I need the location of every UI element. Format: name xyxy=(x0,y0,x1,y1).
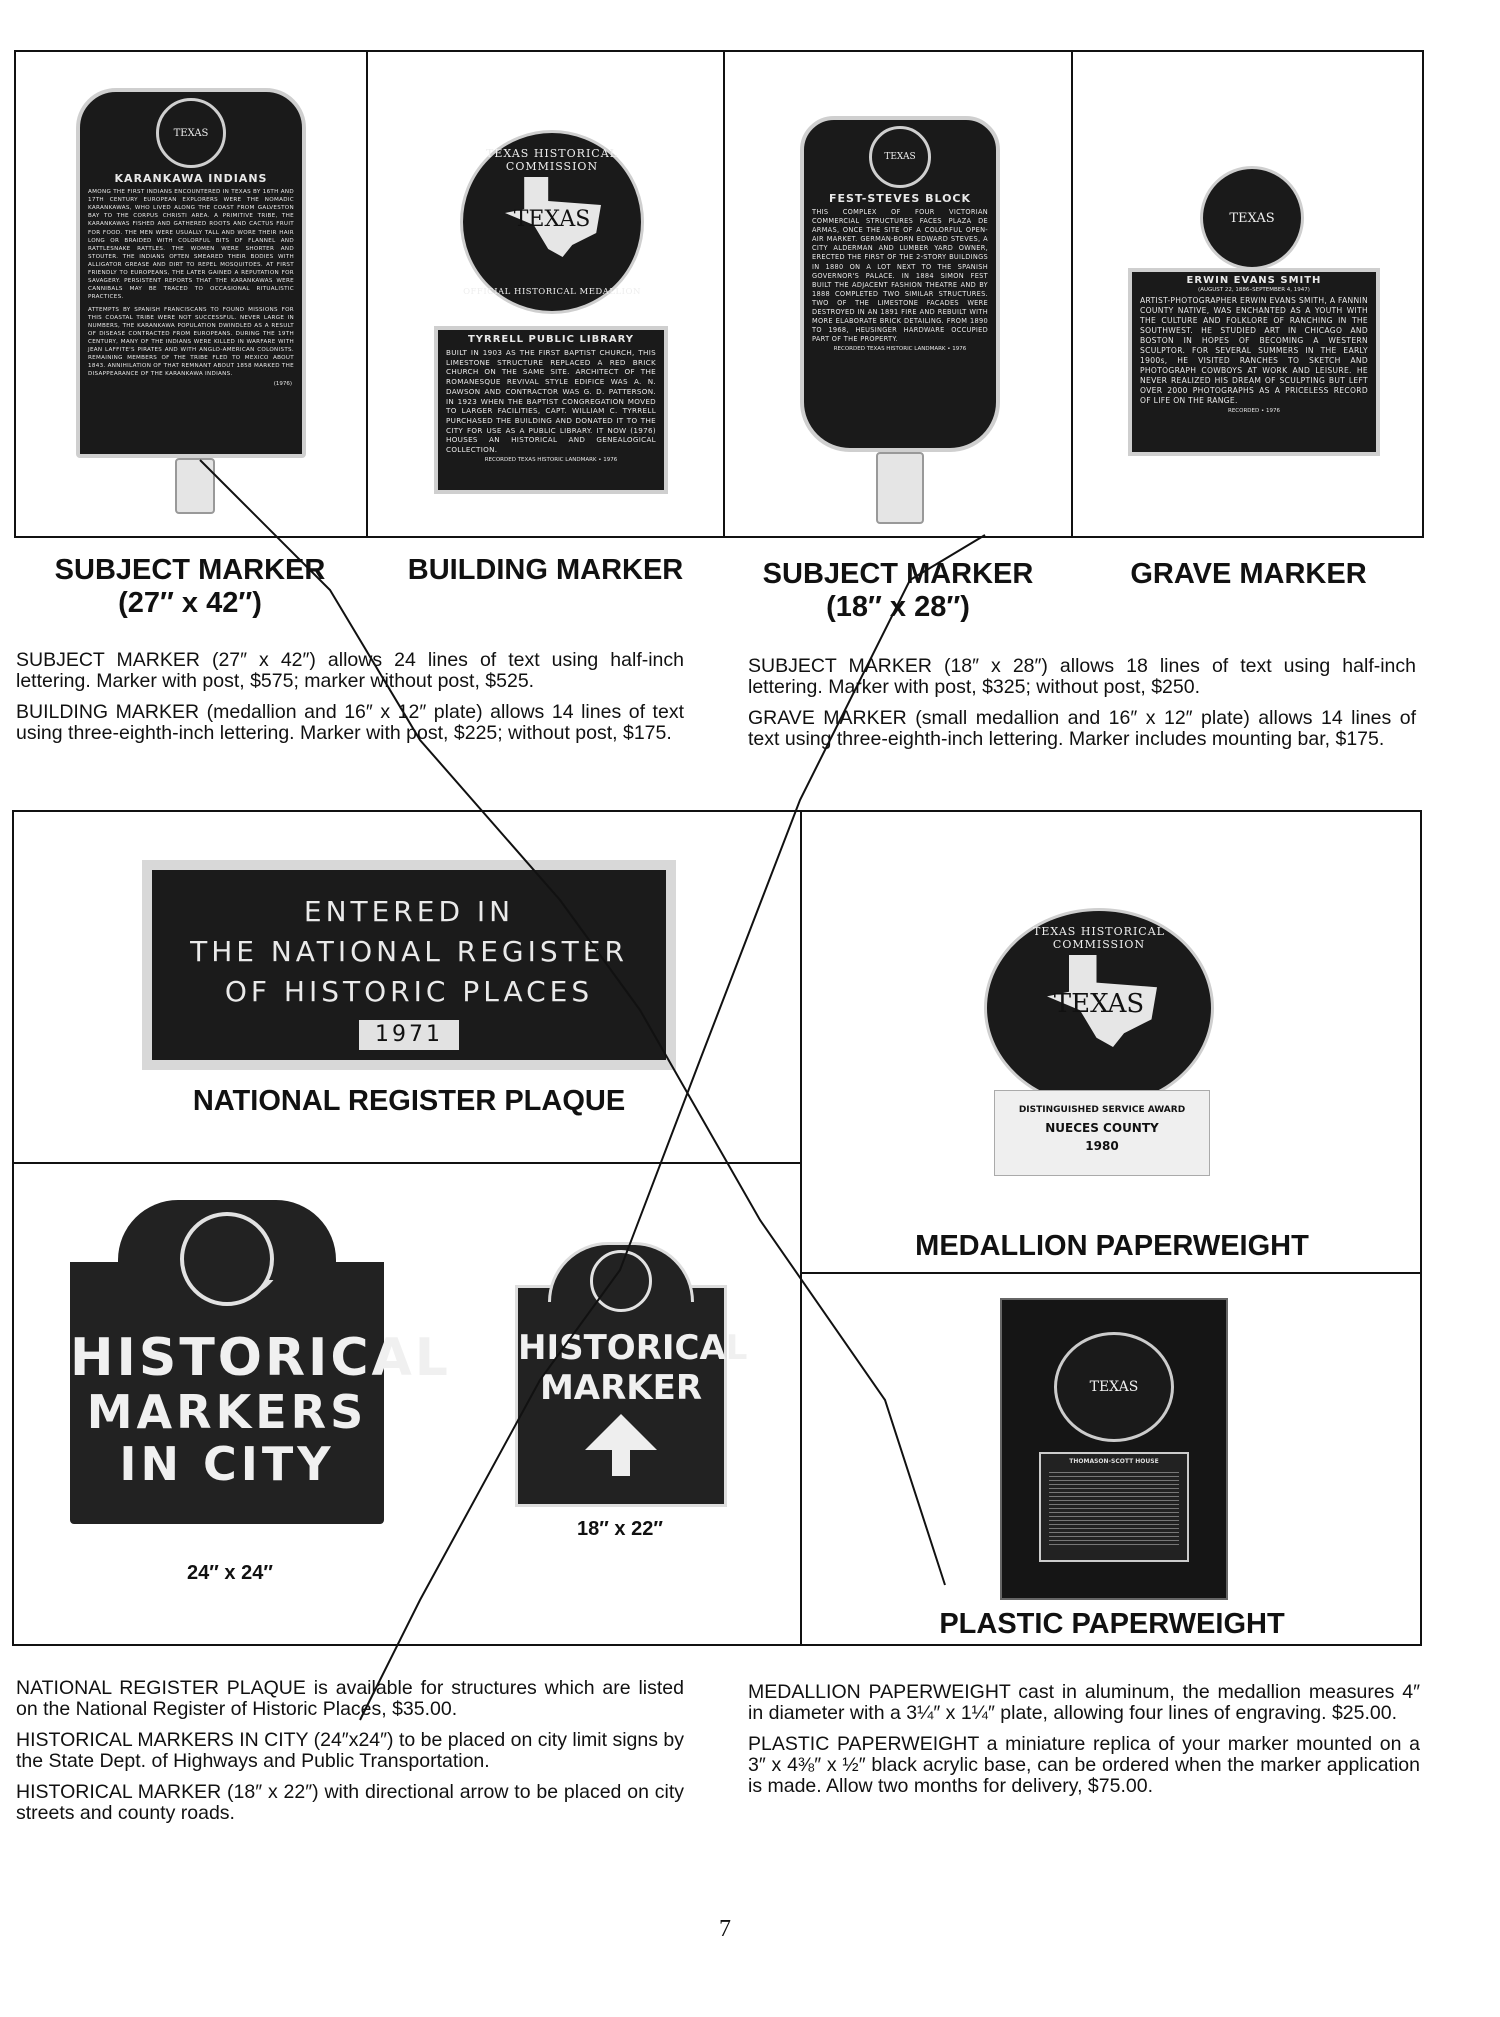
national-register-plaque-description: NATIONAL REGISTER PLAQUE is available for structures which are listed on the National Register of Historic Places, $35.00. xyxy=(16,1677,684,1721)
city-sign-description: HISTORICAL MARKERS IN CITY (24″x24″) to be placed on city limit signs by the State Dept. of Highways and Public Transportation. xyxy=(16,1729,685,1773)
caption-line: (18″ x 28″) xyxy=(826,591,970,624)
plate-title: TYRRELL PUBLIC LIBRARY xyxy=(467,334,635,345)
medallion-paperweight-caption: MEDALLION PAPERWEIGHT xyxy=(915,1230,1309,1262)
sign-line: HISTORICAL xyxy=(518,1328,748,1368)
plate-line: DISTINGUISHED SERVICE AWARD xyxy=(1018,1105,1186,1115)
sign-line: MARKER xyxy=(539,1368,703,1408)
plaque-line: OF HISTORIC PLACES xyxy=(224,975,594,1008)
national-register-plaque-caption: NATIONAL REGISTER PLAQUE xyxy=(192,1085,626,1117)
medallion-paperweight-description: MEDALLION PAPERWEIGHT cast in aluminum, the medallion measures 4″ in diameter with a 3¼″ x 1¼″ plate, allowing four lines of engraving. $25.00. xyxy=(748,1681,1420,1725)
arrow-sign-size: 18″ x 22″ xyxy=(577,1518,663,1540)
seal-center-text: TEXAS xyxy=(513,207,591,232)
plate-text: ATTEMPTS BY SPANISH FRANCISCANS TO FOUND MISSIONS FOR THIS COASTAL TRIBE WERE NOT SUCCESSFUL. NEVER LARGE IN NUMBERS, THE KARANKAWA POPULATION DWINDLED AS A RESULT OF DISEASE CONTRACTED FROM EUROPEANS. DURING THE 19TH CENTURY, MANY OF THE INDIANS WERE KILLED IN WARFARE WITH JEAN LAFFITE'S PIRATES AND WITH ANGLO-AMERICAN COLONISTS. REMAINING MEMBERS OF THE TRIBE FLED TO MEXICO ABOUT 1843. ANNIHILATION OF THAT REMNANT ABOUT 1858 MARKED THE DISAPPEARANCE OF THE KARANKAWA INDIANS. xyxy=(88,306,294,378)
plate-year: (1976) xyxy=(273,380,292,387)
page-number: 7 xyxy=(719,1916,731,1942)
seal-center-text: TEXAS xyxy=(1053,989,1145,1019)
building-marker-description: BUILDING MARKER (medallion and 16″ x 12″ plate) allows 14 lines of text using three-eighth-inch lettering. Marker with post, $225; without post, $175. xyxy=(16,701,684,745)
plastic-paperweight-caption: PLASTIC PAPERWEIGHT xyxy=(939,1608,1285,1640)
texas-seal-icon: TEXAS xyxy=(156,98,226,168)
plate-foot: RECORDED TEXAS HISTORIC LANDMARK • 1976 xyxy=(484,456,618,463)
plate-text: AMONG THE FIRST INDIANS ENCOUNTERED IN TEXAS BY 16TH AND 17TH CENTURY EUROPEAN EXPLORERS WERE THE NOMADIC KARANKAWAS, WHO LIVED ALONG THE COAST FROM GALVESTON BAY TO THE CORPUS CHRISTI AREA. A PRIMITIVE TRIBE, THE KARANKAWAS FISHED AND GATHERED ROOTS AND CACTUS FRUIT FOR FOOD. THE MEN WERE USUALLY TALL AND WORE THEIR HAIR LONG OR BRAIDED WITH COLORFUL BITS OF FLANNEL AND RATTLESNAKE RATTLES. THE WOMEN WERE SHORTER AND STOUTER. THE INDIANS OFTEN SMEARED THEIR BODIES WITH ALLIGATOR GREASE AND DIRT TO REPEL MOSQUITOES. AT FIRST FRIENDLY TO EUROPEANS, THE LATER GAINED A REPUTATION FOR SAVAGERY. PERSISTENT REPORTS THAT THE KARANKAWAS WERE CANNIBALS MAY BE TRACED TO OCCASIONAL RITUALISTIC PRACTICES. xyxy=(88,189,294,301)
plate-foot: RECORDED TEXAS HISTORIC LANDMARK • 1976 xyxy=(833,346,967,353)
seal-center-text: TEXAS xyxy=(1229,210,1275,226)
seal-center-text: TEXAS xyxy=(1089,1379,1139,1395)
caption-line: BUILDING MARKER xyxy=(407,554,684,586)
seal-top-text: TEXAS HISTORICAL COMMISSION xyxy=(1033,925,1165,951)
subject-marker-large-description: SUBJECT MARKER (27″ x 42″) allows 24 lines of text using half-inch lettering. Marker with post, $575; marker without post, $525. xyxy=(16,649,684,693)
crease-line xyxy=(360,535,985,1720)
sign-line: IN CITY xyxy=(119,1437,335,1491)
texas-seal-icon: TEXAS xyxy=(869,126,931,188)
plate-dates: (AUGUST 22, 1886–SEPTEMBER 4, 1947) xyxy=(1198,287,1310,293)
plate-title: ERWIN EVANS SMITH xyxy=(1186,275,1322,286)
subject-marker-small-description: SUBJECT MARKER (18″ x 28″) allows 18 lines of text using half-inch lettering. Marker with post, $325; without post, $250. xyxy=(748,655,1416,699)
plate-title: FEST-STEVES BLOCK xyxy=(828,192,972,205)
plate-text: THIS COMPLEX OF FOUR VICTORIAN COMMERCIAL STRUCTURES FACES PLAZA DE ARMAS, ONCE THE SITE OF A COLORFUL OPEN-AIR MARKET. GERMAN-BORN EDWARD STEVES, A CITY ALDERMAN AND LUMBER YARD OWNER, ERECTED THE FIRST OF THE 2-STORY BUILDINGS IN 1880 ON A LOT NEXT TO THE SPANISH GOVERNOR'S PALACE. IN 1884 SIMON FEST BUILT THE ADJACENT FASHION THEATRE AND BY 1888 COMPLETED TWO SIMILAR STRUCTURES. TWO OF THE LIMESTONE FACADES WERE DESTROYED IN AN 1891 FIRE AND REBUILT WITH MORE ELABORATE BRICK DETAILING. FROM 1890 TO 1968, HEUSINGER HARDWARE OCCUPIED PART OF THE PROPERTY. xyxy=(812,208,988,344)
plate-foot: RECORDED • 1976 xyxy=(1228,408,1280,415)
caption-line: (27″ x 42″) xyxy=(118,587,262,620)
bottom-left-description xyxy=(16,1678,684,1834)
plate-text: ARTIST-PHOTOGRAPHER ERWIN EVANS SMITH, A FANNIN COUNTY NATIVE, WAS ENCHANTED AS A YOUTH WITH THE CULTURE AND FOLKLORE OF RANCHING IN THE SOUTHWEST. HE STUDIED ART IN CHICAGO AND BOSTON IN HOPES OF BECOMING A WESTERN SCULPTOR. FOR SEVERAL SUMMERS IN THE EARLY 1900s, HE VISITED RANCHES TO SKETCH AND PHOTOGRAPH COWBOYS AT WORK AND LEISURE. HE NEVER REALIZED HIS DREAM OF SCULPTING BUT LEFT OVER 2000 PHOTOGRAPHS AS A PRICELESS RECORD OF LIFE ON THE RANGE. xyxy=(1140,296,1368,406)
arrow-sign-description: HISTORICAL MARKER (18″ x 22″) with directional arrow to be placed on city streets and county roads. xyxy=(16,1781,684,1825)
crease-line xyxy=(200,460,945,1585)
sign-line: MARKERS xyxy=(86,1385,368,1439)
plate-title: KARANKAWA INDIANS xyxy=(114,172,268,185)
plate-text: BUILT IN 1903 AS THE FIRST BAPTIST CHURCH, THIS LIMESTONE STRUCTURE REPLACED A RED BRICK CHURCH ON THE SAME SITE. ARCHITECT OF THE ROMANESQUE REVIVAL STYLE EDIFICE WAS A. N. DAWSON AND CONTRACTOR WAS G. D. PATTERSON. IN 1923 WHEN THE BAPTIST CONGREGATION MOVED TO LARGER FACILITIES, CAPT. WILLIAM C. TYRRELL PURCHASED THE BUILDING AND DONATED IT TO THE CITY FOR USE AS A PUBLIC LIBRARY. IT NOW (1976) HOUSES AN HISTORICAL AND GENEALOGICAL COLLECTION. xyxy=(446,348,656,455)
caption-line: SUBJECT MARKER xyxy=(54,554,326,586)
plaque-line: ENTERED IN xyxy=(303,895,515,928)
plaque-year: 1971 xyxy=(359,1020,459,1050)
plaque-line: THE NATIONAL REGISTER xyxy=(190,935,628,968)
sign-line: HISTORICAL xyxy=(70,1328,451,1388)
plastic-paperweight-description: PLASTIC PAPERWEIGHT a miniature replica of your marker mounted on a 3″ x 4⅜″ x ½″ black acrylic base, can be ordered when the marker application is made. Allow two months for delivery, $75.00. xyxy=(748,1733,1420,1798)
plate-line: NUECES COUNTY xyxy=(1045,1121,1159,1135)
plate-title: THOMASON-SCOTT HOUSE xyxy=(1069,1458,1159,1465)
seal-top-text: TEXAS HISTORICAL COMMISSION xyxy=(486,147,618,173)
seal-bottom-text: OFFICIAL HISTORICAL MEDALLION xyxy=(463,287,641,297)
caption-line: GRAVE MARKER xyxy=(1130,558,1367,590)
plate-line: 1980 xyxy=(1085,1139,1119,1153)
city-sign-size: 24″ x 24″ xyxy=(187,1562,273,1584)
bottom-right-description xyxy=(748,1682,1420,1807)
grave-marker-description: GRAVE MARKER (small medallion and 16″ x 12″ plate) allows 14 lines of text using three-eighth-inch lettering. Marker includes mounting bar, $175. xyxy=(748,707,1416,751)
caption-line: SUBJECT MARKER xyxy=(762,558,1034,590)
